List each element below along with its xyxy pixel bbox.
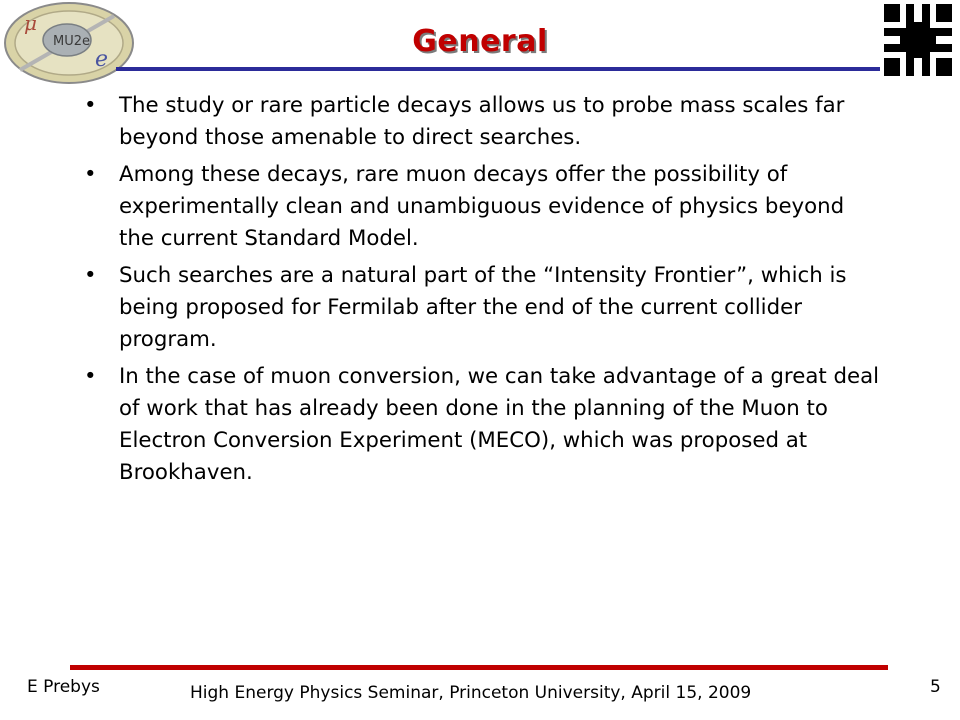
- bullet-text: Among these decays, rare muon decays offer the possibility of experimentally clean and unambiguous evidence of physics beyond the current Standard Model.: [119, 162, 845, 251]
- slide-title: General: [412, 24, 548, 59]
- bullet-item: [84, 159, 884, 255]
- bullet-item: [84, 90, 884, 154]
- bullet-item: [84, 260, 884, 356]
- bullet-icon: •: [84, 263, 97, 288]
- page-number: 5: [930, 677, 941, 697]
- bullet-text: Such searches are a natural part of the “Intensity Frontier”, which is being proposed for Fermilab after the end of the current collider program.: [119, 263, 847, 352]
- bullet-item: [84, 361, 884, 489]
- mu2e-logo-text: MU2e: [53, 34, 91, 49]
- bullet-icon: •: [84, 364, 97, 389]
- footer-divider: [70, 665, 888, 670]
- bullet-text: The study or rare particle decays allows us to probe mass scales far beyond those amenable to direct searches.: [119, 93, 845, 150]
- footer-author: E Prebys: [27, 677, 100, 697]
- mu2e-logo-mu: μ: [24, 11, 37, 35]
- footer-talk-title: High Energy Physics Seminar, Princeton University, April 15, 2009: [190, 683, 752, 703]
- title-container: [0, 24, 960, 59]
- title-underline: [116, 67, 880, 71]
- bullet-text: In the case of muon conversion, we can take advantage of a great deal of work that has already been done in the planning of the Muon to Electron Conversion Experiment (MECO), which was proposed at Brookhaven.: [119, 364, 880, 485]
- bullet-icon: •: [84, 93, 97, 118]
- bullet-icon: •: [84, 162, 97, 187]
- bullet-list: [84, 90, 884, 494]
- mu2e-logo-e: e: [95, 47, 109, 72]
